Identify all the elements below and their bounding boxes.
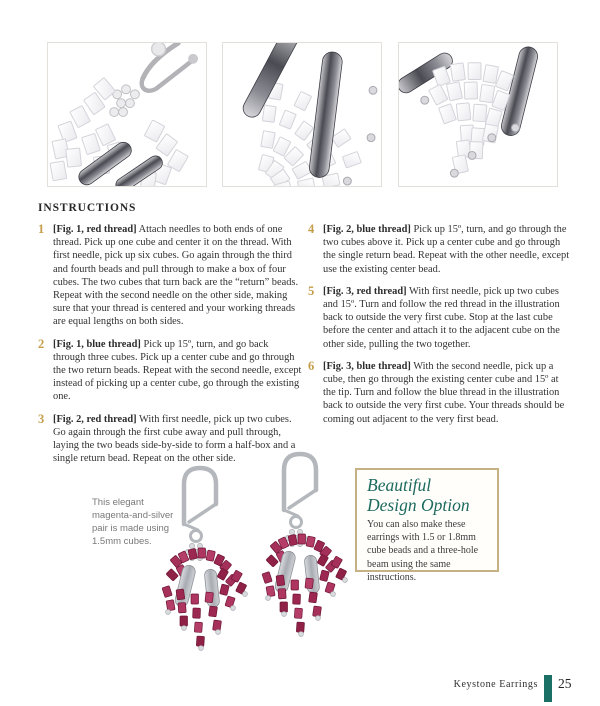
- beadwork-tail-illustration: [399, 43, 557, 186]
- earring-right: [262, 454, 347, 636]
- figure-label: [Fig. 1, blue thread]: [53, 338, 141, 350]
- earrings-illustration: [150, 438, 380, 686]
- step-photo-1: [47, 42, 207, 187]
- design-option-title-line2: Design Option: [367, 494, 470, 515]
- instructions-heading: INSTRUCTIONS: [38, 202, 137, 214]
- figure-label: [Fig. 3, red thread]: [323, 285, 407, 297]
- step-body: With first needle, pick up two cubes and 15º. Turn and follow the red thread in the illustration back to outside the very first cube. Stop at the last cube before the center and attach it to the adjacent cube on the other side, pulling the two together.: [323, 285, 560, 350]
- design-option-callout: [355, 468, 499, 583]
- beadwork-earwire-illustration: [48, 43, 206, 186]
- instruction-step-5: [308, 285, 570, 351]
- step-text: [323, 360, 570, 426]
- step-text: [53, 223, 302, 329]
- instruction-step-1: [38, 223, 302, 329]
- figure-label: [Fig. 3, blue thread]: [323, 360, 411, 372]
- design-option-title: [367, 476, 487, 515]
- ear-wire: [142, 43, 198, 91]
- design-option-title-line1: Beautiful: [367, 475, 432, 495]
- step-body: With first needle, pick up two cubes. Go again through the first cube away and pull through, laying the two beads side-by-side to form a half-box and a single return bead. Repeat on the other side.: [53, 413, 296, 465]
- step-number: 4: [308, 222, 315, 236]
- beadwork-fan-illustration: [223, 43, 381, 186]
- footer-page-number: 25: [558, 676, 572, 691]
- step-body: Pick up 15º, turn, and go back through three cubes. Pick up a center cube and go through the two return beads. Repeat with the second needle, except instead of picking up a center cube, go through the existing one.: [53, 338, 302, 403]
- earring-left: [162, 468, 247, 650]
- instructions-column-left: [38, 223, 302, 474]
- figure-label: [Fig. 1, red thread]: [53, 224, 137, 235]
- step-number: 3: [38, 411, 45, 426]
- step-text: [323, 223, 570, 276]
- figure-label: [Fig. 2, red thread]: [53, 413, 137, 425]
- step-text: [53, 338, 302, 404]
- instruction-step-4: [308, 223, 570, 276]
- footer-accent-bar: [544, 675, 552, 702]
- instructions-column-right: [308, 223, 570, 435]
- earrings-caption: This elegant magenta-and-silver pair is made using 1.5mm cubes.: [92, 497, 174, 547]
- instruction-step-2: [38, 338, 302, 404]
- step-photo-2: [222, 42, 382, 187]
- footer-section-title: Keystone Earrings: [453, 679, 538, 690]
- instruction-step-6: [308, 360, 570, 426]
- step-body: With the second needle, pick up a cube, then go through the existing center cube and 15º at the tip. Turn and follow the blue thread in the illustration back to outside the very first cube. Your threads should be coming out adjacent to the very first bead.: [323, 360, 565, 425]
- step-body: Pick up 15º, turn, and go through the two cubes above it. Pick up a center cube and go through the single return bead. Repeat with the other needle, except use the existing center bead.: [323, 224, 570, 275]
- step-number: 5: [308, 283, 315, 298]
- step-number: 6: [308, 358, 315, 373]
- design-option-body: You can also make these earrings with 1.5 or 1.8mm cube beads and a three-hole beam using the same instructions.: [367, 519, 479, 583]
- finished-earrings-photo: [150, 438, 380, 686]
- step-number: 1: [38, 222, 45, 236]
- step-text: [323, 285, 570, 351]
- figure-label: [Fig. 2, blue thread]: [323, 224, 411, 235]
- step-number: 2: [38, 336, 45, 351]
- step-photo-3: [398, 42, 558, 187]
- step-body: Attach needles to both ends of one thread. Pick up one cube and center it on the thread. With first needle, pick up six cubes. Go again through the third and fourth beads and pull through to make a box of four cubes. The two cubes that turn back are the “return” beads. Repeat with the second needle on the other side, making sure that your thread is centered and your working threads are equal lengths on both sides.: [53, 224, 299, 328]
